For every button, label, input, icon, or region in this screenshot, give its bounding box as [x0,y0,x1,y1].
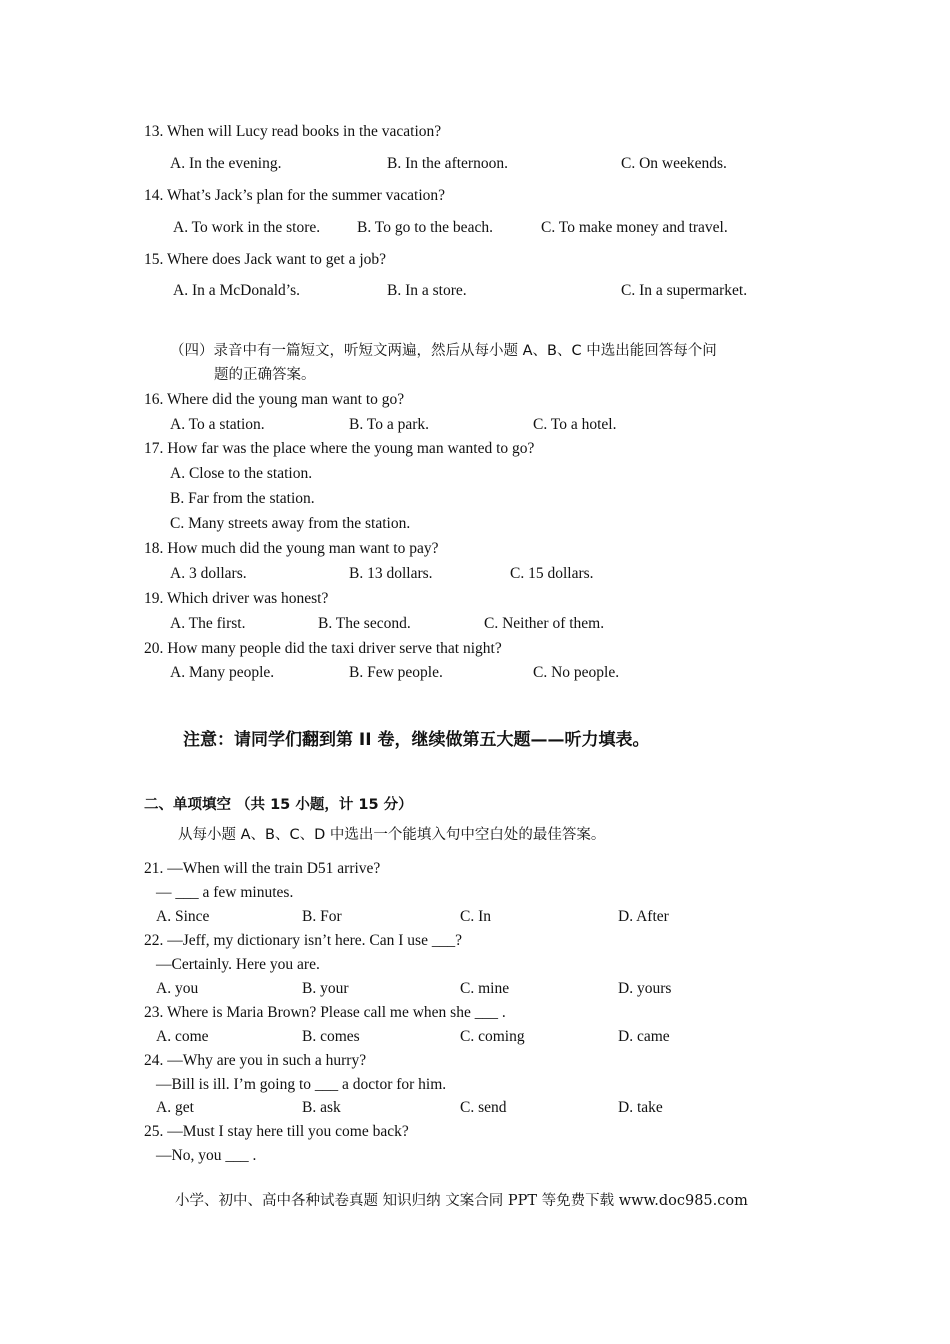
question-23-option-a: A. come [156,1028,209,1045]
question-24-option-b: B. ask [302,1099,341,1116]
question-14-option-a: A. To work in the store. [173,219,321,236]
question-24-line2: —Bill is ill. I’m going to ___ a doctor for him. [156,1076,447,1093]
question-14-option-b: B. To go to the beach. [357,219,493,236]
question-20-stem: 20. How many people did the taxi driver serve that night? [144,640,502,657]
question-13-option-c: C. On weekends. [621,155,727,172]
question-15-option-c: C. In a supermarket. [621,282,748,299]
question-21-option-a: A. Since [156,908,210,925]
question-25-line2: —No, you ___ . [156,1147,257,1164]
question-18-stem: 18. How much did the young man want to pay? [144,540,439,557]
question-18-option-c: C. 15 dollars. [510,565,594,582]
question-21-option-d: D. After [618,908,669,925]
question-21-option-c: C. In [460,908,491,925]
question-20-option-b: B. Few people. [349,664,443,681]
section-two-instruction: 从每小题 A、B、C、D 中选出一个能填入句中空白处的最佳答案。 [178,827,606,843]
question-21-line2: — ___ a few minutes. [156,884,294,901]
question-13-stem: 13. When will Lucy read books in the vacation? [144,123,442,140]
question-25-line1: 25. —Must I stay here till you come back? [144,1123,409,1140]
question-24-option-d: D. take [618,1099,663,1116]
question-17-option-c: C. Many streets away from the station. [170,515,411,532]
question-21-option-b: B. For [302,908,342,925]
question-16-option-b: B. To a park. [349,416,429,433]
question-19-option-c: C. Neither of them. [484,615,605,632]
question-20-option-c: C. No people. [533,664,620,681]
part4-instruction-line2: 题的正确答案。 [214,367,316,383]
question-16-option-c: C. To a hotel. [533,416,617,433]
section-two-heading: 二、单项填空 （共 15 小题，计 15 分） [144,797,413,813]
question-16-option-a: A. To a station. [170,416,265,433]
question-22-option-d: D. yours [618,980,672,997]
question-22-line1: 22. —Jeff, my dictionary isn’t here. Can I use ___? [144,932,462,949]
question-15-option-b: B. In a store. [387,282,467,299]
question-24-option-c: C. send [460,1099,507,1116]
question-21-line1: 21. —When will the train D51 arrive? [144,860,381,877]
part4-instruction-line1: （四）录音中有一篇短文，听短文两遍，然后从每小题 A、B、C 中选出能回答每个问 [170,343,717,359]
question-22-option-b: B. your [302,980,349,997]
question-19-stem: 19. Which driver was honest? [144,590,329,607]
question-17-option-a: A. Close to the station. [170,465,313,482]
question-18-option-a: A. 3 dollars. [170,565,247,582]
question-23-option-c: C. coming [460,1028,525,1045]
question-17-stem: 17. How far was the place where the young man wanted to go? [144,440,535,457]
notice-turn-page: 注意：请同学们翻到第 II 卷，继续做第五大题——听力填表。 [183,730,650,750]
question-16-stem: 16. Where did the young man want to go? [144,391,405,408]
question-20-option-a: A. Many people. [170,664,275,681]
question-23-option-d: D. came [618,1028,670,1045]
question-15-option-a: A. In a McDonald’s. [173,282,300,299]
question-18-option-b: B. 13 dollars. [349,565,433,582]
question-22-option-a: A. you [156,980,199,997]
question-22-option-c: C. mine [460,980,510,997]
question-19-option-a: A. The first. [170,615,246,632]
question-24-line1: 24. —Why are you in such a hurry? [144,1052,367,1069]
question-13-option-b: B. In the afternoon. [387,155,508,172]
question-19-option-b: B. The second. [318,615,411,632]
question-13-option-a: A. In the evening. [170,155,282,172]
question-15-stem: 15. Where does Jack want to get a job? [144,251,387,268]
question-23-line1: 23. Where is Maria Brown? Please call me when she ___ . [144,1004,506,1021]
question-24-option-a: A. get [156,1099,194,1116]
question-22-line2: —Certainly. Here you are. [156,956,320,973]
question-14-stem: 14. What’s Jack’s plan for the summer vacation? [144,187,446,204]
question-14-option-c: C. To make money and travel. [541,219,728,236]
question-23-option-b: B. comes [302,1028,360,1045]
question-17-option-b: B. Far from the station. [170,490,315,507]
page-footer: 小学、初中、高中各种试卷真题 知识归纳 文案合同 PPT 等免费下载 www.doc985.com [175,1193,748,1209]
